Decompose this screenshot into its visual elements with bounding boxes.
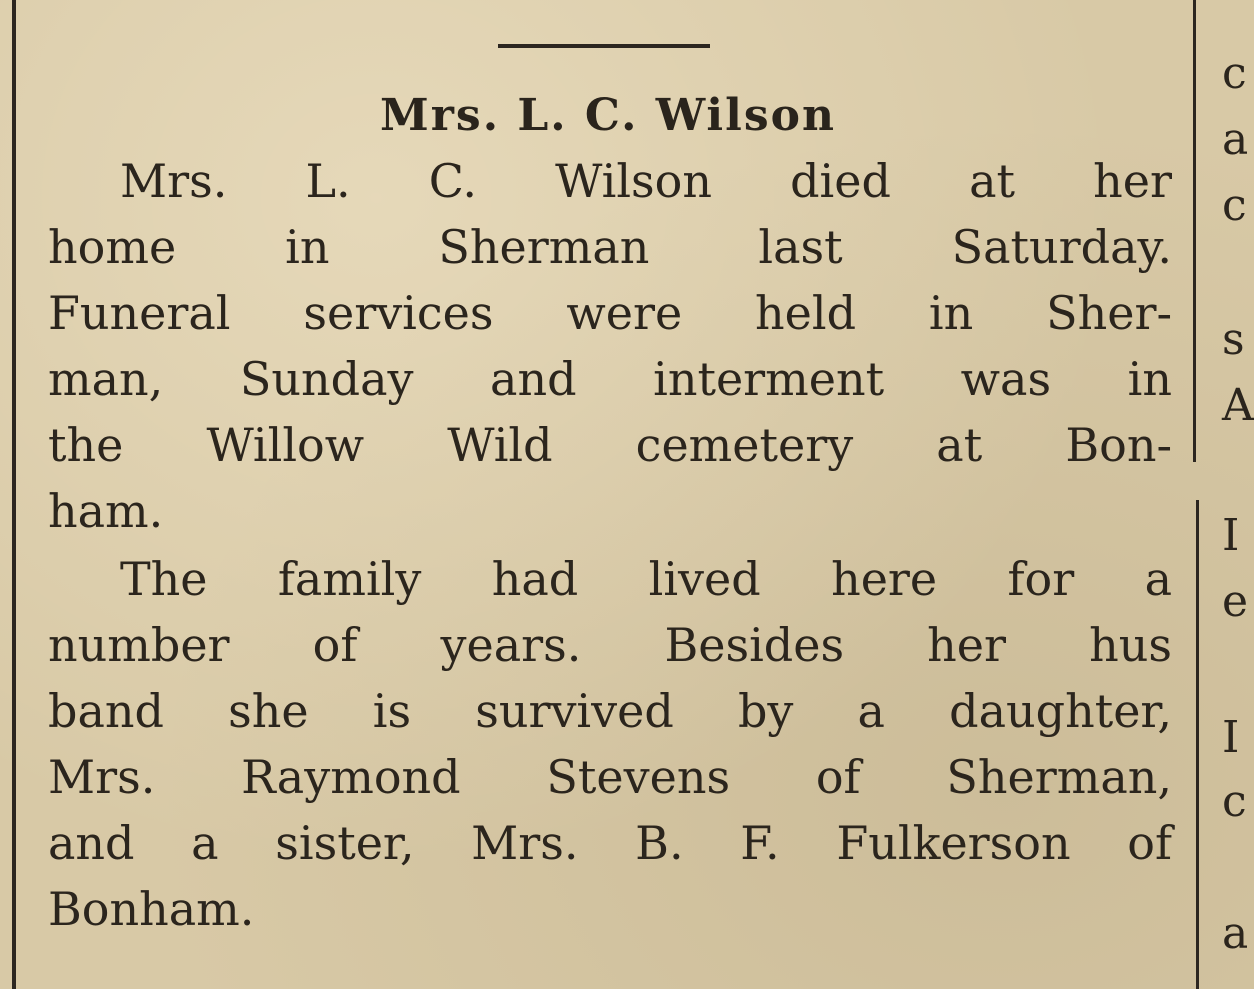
adjacent-column-fragment: A <box>1222 380 1254 431</box>
body-line: band she is survived by a daughter, <box>48 684 1172 738</box>
adjacent-column-fragment: c <box>1222 180 1247 231</box>
body-line: ham. <box>48 484 164 538</box>
adjacent-column-fragment: I <box>1222 510 1240 561</box>
adjacent-column-fragment: c <box>1222 776 1247 827</box>
body-line: the Willow Wild cemetery at Bon- <box>48 418 1172 472</box>
adjacent-column-fragment: e <box>1222 576 1249 627</box>
adjacent-column-fragment: a <box>1222 114 1249 165</box>
body-line: Mrs. L. C. Wilson died at her <box>120 154 1172 208</box>
body-line: and a sister, Mrs. B. F. Fulkerson of <box>48 816 1172 870</box>
body-line: number of years. Besides her hus <box>48 618 1172 672</box>
adjacent-column-fragment: c <box>1222 48 1247 99</box>
adjacent-column-fragment: a <box>1222 908 1249 959</box>
right-column-rule-top <box>1193 0 1196 462</box>
left-column-rule <box>12 0 16 989</box>
adjacent-column-fragment: s <box>1222 314 1245 365</box>
body-line: Mrs. Raymond Stevens of Sherman, <box>48 750 1172 804</box>
body-line: Bonham. <box>48 882 255 936</box>
body-line: The family had lived here for a <box>120 552 1172 606</box>
article-headline: Mrs. L. C. Wilson <box>380 90 836 141</box>
body-line: man, Sunday and interment was in <box>48 352 1172 406</box>
adjacent-column-fragment: I <box>1222 712 1240 763</box>
right-column-rule-bottom <box>1196 500 1199 989</box>
body-line: Funeral services were held in Sher- <box>48 286 1172 340</box>
body-line: home in Sherman last Saturday. <box>48 220 1172 274</box>
section-divider <box>498 44 710 48</box>
